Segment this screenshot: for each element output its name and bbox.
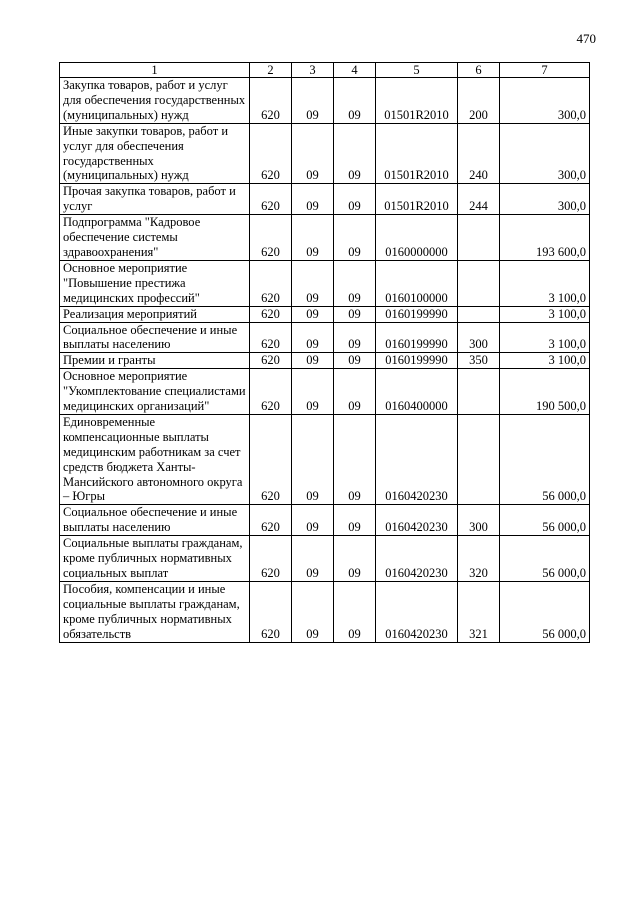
amount-cell: 193 600,0 — [500, 215, 590, 261]
table-row — [60, 78, 590, 124]
ministry-code: 620 — [250, 322, 292, 353]
expense-type-code — [458, 414, 500, 504]
subsection-code: 09 — [334, 353, 376, 369]
expense-type-code — [458, 306, 500, 322]
section-code: 09 — [292, 505, 334, 536]
item-name: Прочая закупка товаров, работ и услуг — [60, 184, 250, 215]
column-header: 5 — [376, 63, 458, 78]
column-header: 4 — [334, 63, 376, 78]
target-article-code: 0160199990 — [376, 306, 458, 322]
subsection-code: 09 — [334, 505, 376, 536]
subsection-code: 09 — [334, 215, 376, 261]
expense-type-code: 320 — [458, 536, 500, 582]
table-row — [60, 260, 590, 306]
target-article-code: 01501R2010 — [376, 123, 458, 184]
amount-cell: 300,0 — [500, 123, 590, 184]
ministry-code: 620 — [250, 505, 292, 536]
table-row — [60, 184, 590, 215]
amount-cell: 3 100,0 — [500, 306, 590, 322]
section-code: 09 — [292, 536, 334, 582]
section-code: 09 — [292, 123, 334, 184]
target-article-code: 01501R2010 — [376, 184, 458, 215]
ministry-code: 620 — [250, 184, 292, 215]
table-row — [60, 123, 590, 184]
column-header: 6 — [458, 63, 500, 78]
section-code: 09 — [292, 581, 334, 642]
table-row — [60, 536, 590, 582]
target-article-code: 0160420230 — [376, 414, 458, 504]
ministry-code: 620 — [250, 260, 292, 306]
section-code: 09 — [292, 78, 334, 124]
item-name: Социальные выплаты гражданам, кроме публичных нормативных социальных выплат — [60, 536, 250, 582]
section-code: 09 — [292, 260, 334, 306]
column-header: 7 — [500, 63, 590, 78]
ministry-code: 620 — [250, 369, 292, 415]
item-name: Иные закупки товаров, работ и услуг для обеспечения государственных (муниципальных) нужд — [60, 123, 250, 184]
expense-type-code: 200 — [458, 78, 500, 124]
target-article-code: 0160420230 — [376, 581, 458, 642]
expense-type-code: 300 — [458, 322, 500, 353]
expense-type-code: 244 — [458, 184, 500, 215]
expense-type-code: 321 — [458, 581, 500, 642]
expense-type-code — [458, 369, 500, 415]
target-article-code: 0160420230 — [376, 505, 458, 536]
subsection-code: 09 — [334, 260, 376, 306]
ministry-code: 620 — [250, 78, 292, 124]
expense-type-code — [458, 260, 500, 306]
item-name: Основное мероприятие "Повышение престижа медицинских профессий" — [60, 260, 250, 306]
item-name: Социальное обеспечение и иные выплаты населению — [60, 505, 250, 536]
amount-cell: 3 100,0 — [500, 260, 590, 306]
target-article-code: 0160100000 — [376, 260, 458, 306]
table-row — [60, 353, 590, 369]
target-article-code: 0160199990 — [376, 353, 458, 369]
table-row — [60, 369, 590, 415]
subsection-code: 09 — [334, 322, 376, 353]
subsection-code: 09 — [334, 78, 376, 124]
item-name: Социальное обеспечение и иные выплаты населению — [60, 322, 250, 353]
table-row — [60, 306, 590, 322]
table-row — [60, 581, 590, 642]
amount-cell: 56 000,0 — [500, 414, 590, 504]
target-article-code: 0160420230 — [376, 536, 458, 582]
subsection-code: 09 — [334, 369, 376, 415]
expense-type-code: 350 — [458, 353, 500, 369]
section-code: 09 — [292, 414, 334, 504]
target-article-code: 01501R2010 — [376, 78, 458, 124]
column-header: 3 — [292, 63, 334, 78]
item-name: Закупка товаров, работ и услуг для обеспечения государственных (муниципальных) нужд — [60, 78, 250, 124]
section-code: 09 — [292, 306, 334, 322]
expense-type-code: 300 — [458, 505, 500, 536]
target-article-code: 0160400000 — [376, 369, 458, 415]
item-name: Пособия, компенсации и иные социальные выплаты гражданам, кроме публичных нормативных обязательств — [60, 581, 250, 642]
ministry-code: 620 — [250, 581, 292, 642]
subsection-code: 09 — [334, 581, 376, 642]
expense-type-code: 240 — [458, 123, 500, 184]
item-name: Подпрограмма "Кадровое обеспечение системы здравоохранения" — [60, 215, 250, 261]
section-code: 09 — [292, 184, 334, 215]
ministry-code: 620 — [250, 215, 292, 261]
table-body — [60, 78, 590, 643]
amount-cell: 56 000,0 — [500, 536, 590, 582]
item-name: Реализация мероприятий — [60, 306, 250, 322]
section-code: 09 — [292, 215, 334, 261]
amount-cell: 56 000,0 — [500, 505, 590, 536]
column-header: 1 — [60, 63, 250, 78]
target-article-code: 0160000000 — [376, 215, 458, 261]
subsection-code: 09 — [334, 123, 376, 184]
ministry-code: 620 — [250, 353, 292, 369]
ministry-code: 620 — [250, 536, 292, 582]
target-article-code: 0160199990 — [376, 322, 458, 353]
amount-cell: 300,0 — [500, 78, 590, 124]
section-code: 09 — [292, 353, 334, 369]
amount-cell: 190 500,0 — [500, 369, 590, 415]
ministry-code: 620 — [250, 123, 292, 184]
table-row — [60, 215, 590, 261]
ministry-code: 620 — [250, 414, 292, 504]
table-row — [60, 414, 590, 504]
header-row — [60, 63, 590, 78]
subsection-code: 09 — [334, 536, 376, 582]
item-name: Единовременные компенсационные выплаты медицинским работникам за счет средств бюджета Ханты-Мансийского автономного округа – Югры — [60, 414, 250, 504]
subsection-code: 09 — [334, 306, 376, 322]
amount-cell: 3 100,0 — [500, 322, 590, 353]
table-row — [60, 322, 590, 353]
amount-cell: 3 100,0 — [500, 353, 590, 369]
subsection-code: 09 — [334, 414, 376, 504]
table-row — [60, 505, 590, 536]
budget-table — [59, 62, 590, 643]
ministry-code: 620 — [250, 306, 292, 322]
amount-cell: 56 000,0 — [500, 581, 590, 642]
item-name: Премии и гранты — [60, 353, 250, 369]
subsection-code: 09 — [334, 184, 376, 215]
section-code: 09 — [292, 369, 334, 415]
amount-cell: 300,0 — [500, 184, 590, 215]
column-header: 2 — [250, 63, 292, 78]
page-number: 470 — [576, 31, 596, 46]
item-name: Основное мероприятие "Укомплектование специалистами медицинских организаций" — [60, 369, 250, 415]
expense-type-code — [458, 215, 500, 261]
section-code: 09 — [292, 322, 334, 353]
